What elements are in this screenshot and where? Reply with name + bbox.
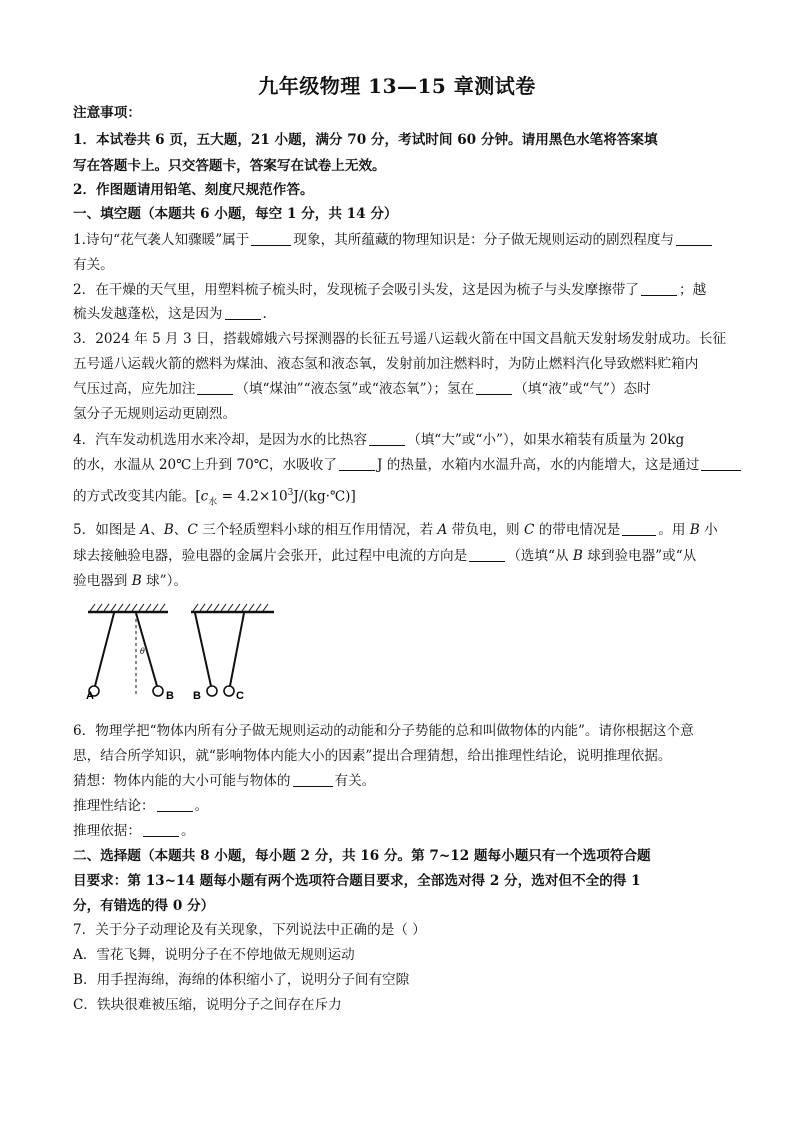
section-1-heading: 一、填空题（本题共 6 小题，每空 1 分，共 14 分）	[73, 206, 398, 222]
question-5-text-a: 5．如图是	[73, 522, 141, 538]
question-4-line-2	[73, 456, 725, 474]
suspended-balls-figure	[86, 602, 276, 706]
question-7-stem: 7．关于分子动理论及有关现象，下列说法中正确的是（ ）	[73, 922, 426, 938]
string-a	[95, 613, 114, 686]
answer-blank	[225, 306, 261, 320]
label-b-left: B	[166, 690, 174, 702]
specific-heat-subscript: 水	[208, 497, 218, 508]
separator: 、	[173, 522, 188, 538]
question-3-line-4: 氢分子无规则运动更剧烈。	[73, 406, 237, 422]
question-5-text-c: 带负电，则	[447, 522, 524, 538]
conclusion-label: 推理性结论：	[73, 798, 155, 814]
label-b-right: B	[193, 690, 201, 702]
question-2-line-2	[73, 305, 725, 323]
question-5-text-b: 三个轻质塑料小球的相互作用情况，若	[197, 522, 438, 538]
ball-a-label: A	[140, 522, 151, 538]
question-2-text-c: 梳头发越蓬松，这是因为	[73, 306, 223, 322]
answer-blank	[339, 457, 375, 471]
question-5-text-i: 球到验电器”或“从	[582, 548, 697, 564]
string-b-right	[195, 613, 211, 686]
question-4-text-a: 4．汽车发动机选用水来冷却，是因为水的比热容	[73, 432, 368, 448]
notice-heading: 注意事项：	[73, 105, 141, 121]
answer-blank	[293, 773, 333, 787]
answer-blank	[197, 381, 233, 395]
question-7-option-c: C．铁块很难被压缩，说明分子之间存在斥力	[73, 997, 342, 1013]
period: 。	[194, 798, 209, 814]
question-2-text-b: ；越	[679, 282, 707, 298]
question-6-line-2: 思，结合所学知识，就“影响物体内能大小的因素”提出合理猜想，给出推理性结论，说明推理依据。	[73, 748, 672, 764]
answer-blank	[369, 432, 405, 446]
question-3-text-b: （填“煤油”“液态氢”或“液态氧”）；氢在	[235, 381, 475, 397]
question-2-text-a: 2．在干燥的天气里，用塑料梳子梳头时，发现梳子会吸引头发，这是因为梳子与头发摩擦带了	[73, 282, 639, 298]
basis-label: 推理依据：	[73, 823, 141, 839]
answer-blank	[701, 457, 741, 471]
question-3-text-c: （填“液”或“气”）态时	[514, 381, 651, 397]
notice-item-1-line-1: 1．本试卷共 6 页，五大题，21 小题，满分 70 分，考试时间 60 分钟。请用黑色水笔将答案填	[73, 132, 658, 148]
question-7-option-a: A．雪花飞舞，说明分子在不停地做无规则运动	[73, 947, 355, 963]
ball-b-label: B	[572, 548, 583, 564]
question-1-text-c: 有关。	[73, 257, 114, 273]
ball-b-right	[207, 686, 217, 696]
specific-heat-symbol: c	[200, 488, 209, 505]
separator: 、	[150, 522, 164, 538]
question-5-text-g: 球去接触验电器，验电器的金属片会张开，此过程中电流的方向是	[73, 548, 468, 564]
question-1-line-1	[73, 231, 725, 249]
answer-blank	[476, 381, 512, 395]
question-5-line-3	[73, 572, 725, 590]
ball-b-label: B	[131, 573, 142, 589]
question-6-guess	[73, 772, 725, 790]
specific-heat-exponent: 3	[287, 488, 294, 498]
question-1-text-b: 现象，其所蕴藏的物理知识是：分子做无规则运动的剧烈程度与	[293, 232, 675, 248]
question-5-text-f: 小	[699, 522, 718, 538]
notice-item-1-line-2: 写在答题卡上。只交答题卡，答案写在试卷上无效。	[73, 158, 386, 174]
question-5-text-d: 的带电情况是	[534, 522, 621, 538]
answer-blank	[676, 232, 712, 246]
section-2-heading-line-2: 目要求：第 13~14 题每小题有两个选项符合题目要求，全部选对得 2 分，选对但不全的得 1	[73, 873, 641, 889]
question-2-line-1	[73, 281, 725, 299]
ball-b-label: B	[689, 522, 700, 538]
question-1-line-2	[73, 256, 725, 274]
ball-b	[153, 686, 163, 696]
answer-blank	[641, 282, 677, 296]
ceiling-right	[191, 604, 274, 612]
answer-blank	[251, 232, 291, 246]
question-4-line-1	[73, 431, 725, 449]
question-5-text-e: 。用	[658, 522, 690, 538]
page-title: 九年级物理 13—15 章测试卷	[258, 74, 536, 98]
notice-item-2: 2．作图题请用铅笔、刻度尺规范作答。	[73, 182, 314, 198]
section-2-heading-line-3: 分，有错选的得 0 分）	[73, 898, 215, 914]
question-4-line-3	[73, 484, 725, 511]
question-4-text-c: 的水，水温从 20℃上升到 70℃，水吸收了	[73, 457, 337, 473]
question-4-text-e: 的方式改变其内能。[	[73, 488, 201, 505]
answer-blank	[469, 548, 505, 562]
specific-heat-unit: J/(kg·℃)]	[293, 488, 356, 505]
question-3-line-2: 五号遥八运载火箭的燃料为煤油、液态氢和液态氧，发射前加注燃料时，为防止燃料汽化导致燃料贮箱内	[73, 356, 699, 372]
question-4-text-b: （填“大”或“小”），如果水箱装有质量为 20kg	[407, 432, 685, 448]
question-3-line-1: 3．2024 年 5 月 3 日，搭载嫦娥六号探测器的长征五号遥八运载火箭在中国文昌航天发射场发射成功。长征	[73, 331, 727, 347]
question-6-basis	[73, 822, 725, 840]
angle-theta-label: θ	[140, 647, 145, 656]
guess-text-b: 有关。	[334, 773, 376, 789]
question-5-line-2	[73, 547, 725, 565]
ball-c-label: C	[187, 522, 198, 538]
question-5-line-1	[73, 521, 725, 539]
string-c	[230, 613, 244, 686]
question-2-text-d: .	[262, 306, 267, 322]
question-6-line-1: 6．物理学把“物体内所有分子做无规则运动的动能和分子势能的总和叫做物体的内能”。请你根据这个意	[73, 723, 694, 739]
guess-text-a: 猜想：物体内能的大小可能与物体的	[73, 773, 291, 789]
question-3-text-a: 气压过高，应先加注	[73, 381, 196, 397]
question-4-text-d: J 的热量，水箱内水温升高，水的内能增大，这是通过	[376, 457, 700, 473]
question-6-conclusion	[73, 797, 725, 815]
answer-blank	[622, 522, 656, 536]
answer-blank	[143, 823, 179, 837]
question-1-text-a: 1.诗句“花气袭人知骤暖”属于	[73, 232, 250, 248]
ball-a-label: A	[437, 522, 448, 538]
question-5-text-k: 球”）。	[141, 573, 187, 589]
question-5-text-h: （选填“从	[507, 548, 573, 564]
specific-heat-value: = 4.2×10	[217, 488, 288, 505]
answer-blank	[157, 798, 193, 812]
section-2-heading-line-1: 二、选择题（本题共 8 小题，每小题 2 分，共 16 分。第 7~12 题每小题只有一个选项符合题	[73, 848, 651, 864]
ceiling-left	[88, 604, 168, 612]
question-5-text-j: 验电器到	[73, 573, 132, 589]
ball-c-label: C	[523, 522, 535, 538]
ball-c	[224, 686, 234, 696]
question-3-line-3	[73, 380, 725, 398]
question-7-option-b: B．用手捏海绵，海绵的体积缩小了，说明分子间有空隙	[73, 972, 410, 988]
period: 。	[180, 823, 195, 839]
label-a: A	[86, 690, 94, 702]
ball-b-label: B	[163, 522, 174, 538]
label-c: C	[236, 690, 244, 702]
